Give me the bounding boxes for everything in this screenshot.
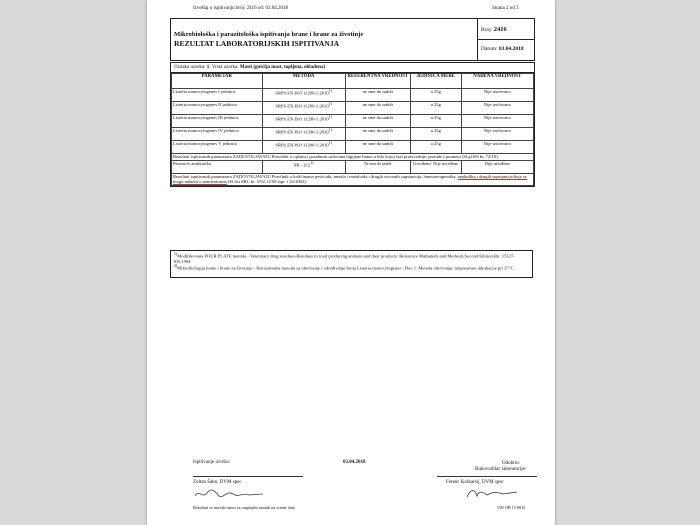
approved-by-label: Odobrio: [502,461,521,466]
table-row: Listeria monocytogenes IV jedinica SRPS EN ISO 11290-1:2010$^{1)}$ ne sme da sadrži u 25g Nije izolovano [172,128,534,141]
sample-line: Oznaka uzorka: 1; Vrsta uzorka: Masti (guščija mast, topljena, ohlađena) [171,63,534,73]
col-header: JEDINICA MERE [410,74,461,89]
table-note-row [172,173,534,185]
footer-note: Rezultati se navode samo za originalni uzorak na vreme date. [193,505,296,510]
table-note-row [172,154,534,161]
footnotes-box [170,250,533,278]
lab-title: Mikrobiološka i parazitološka ispitivanja hrane i hrane za životinje [174,31,364,38]
tested-by-label: Ispitivanje izvršio: [193,460,231,465]
results-grid [171,73,534,186]
footnote-2: $^{2)}$Mikrobiologija hrane i hrane za životinje - Horizontalna metoda za otkrivanje i određivanje broja Listeria monocytogenes - Deo 1: Metoda otkrivanja, temperatura inkubacije pri 37°C. [174,264,515,271]
table-row: Prisustvo antibiotika MI - 212$^{1)}$ Ne sme da sadrži Utvrđeno/ Nije utvrđeno Nije utvrđeno [172,160,534,173]
conformity-note: Rezultati ispitivanih parametara ZADOVOLJAVAJU Pravilnik o opštim i posebnim uslovima higijene hrane u bilo kojoj fazi proizvodnje, prerade i prometa (Sl.gl.RS br. 72/10). [172,154,534,161]
table-row: Listeria monocytogenes II jedinica SRPS EN ISO 11290-1:2010$^{1)}$ ne sme da sadrži u 25g Nije izolovano [172,102,534,115]
form-code: VSI OB 15.08 R [497,505,525,510]
table-row: Listeria monocytogenes I jedinica SRPS EN ISO 11290-1:2010$^{1)}$ ne sme da sadrži u 25g Nije izolovano [172,89,534,102]
tester-name: Zoltan Šabo, DVM spec [193,480,242,485]
table-row: Listeria monocytogenes V jedinica SRPS EN ISO 11290-1:2010$^{1)}$ ne sme da sadrži u 25g Nije izolovano [172,141,534,154]
col-header: REFERENTNA VREDNOST [345,74,410,89]
col-header: PARAMETAR [172,74,263,89]
tester-sign-line [193,476,303,477]
header-box [170,18,535,61]
footnote-1: $^{1)}$Modifikovana FOUR PLATE metoda - Veterinary drug residues-Residues in food producing animals and their products: Reference Mathetods and Methods,Second Edition,Bir. 15127-EN,1994 [174,252,515,264]
head-signature [463,486,523,500]
conformity-note-2: Rezultati ispitivanih parametara ZADOVOLJAVAJU Pravilnik o količinama pesticida, metala i metaloida i drugih otrovnih supstancija, hemioterapeutika, anabolika i drugih supstancija koje se mogu nalaziti u namirnicama (Sl.list SRJ, br. 5/92,11/92-ispr. i 32/2002). [172,173,534,185]
results-table [170,62,535,187]
head-name: Ferenc Kolkarsij, DVM spec [446,480,504,485]
head-sign-line [437,476,537,477]
tester-signature [193,487,273,501]
report-line: Izveštaj o ispitivanju broj: 2416 od: 03.04.2018 [193,6,288,11]
col-header: NAĐENA VREDNOST [461,74,533,89]
report-number: Broj: 2416 [481,26,507,33]
col-header: METODA [262,74,345,89]
table-row: Listeria monocytogenes III jedinica SRPS EN ISO 11290-1:2010$^{1)}$ ne sme da sadrži u 25g Nije izolovano [172,115,534,128]
header-divider-h [478,39,534,40]
lab-head-label: Rukovodilac laboratorije: [475,467,527,472]
document-page [147,0,555,525]
page-label: Strana 2 od 3 [492,6,519,11]
signature-date: 03.04.2018 [343,460,366,465]
report-date: Datum: 03.04.2018 [481,46,524,52]
result-title: REZULTAT LABORATORIJSKIH ISPITIVANJA [174,39,340,48]
